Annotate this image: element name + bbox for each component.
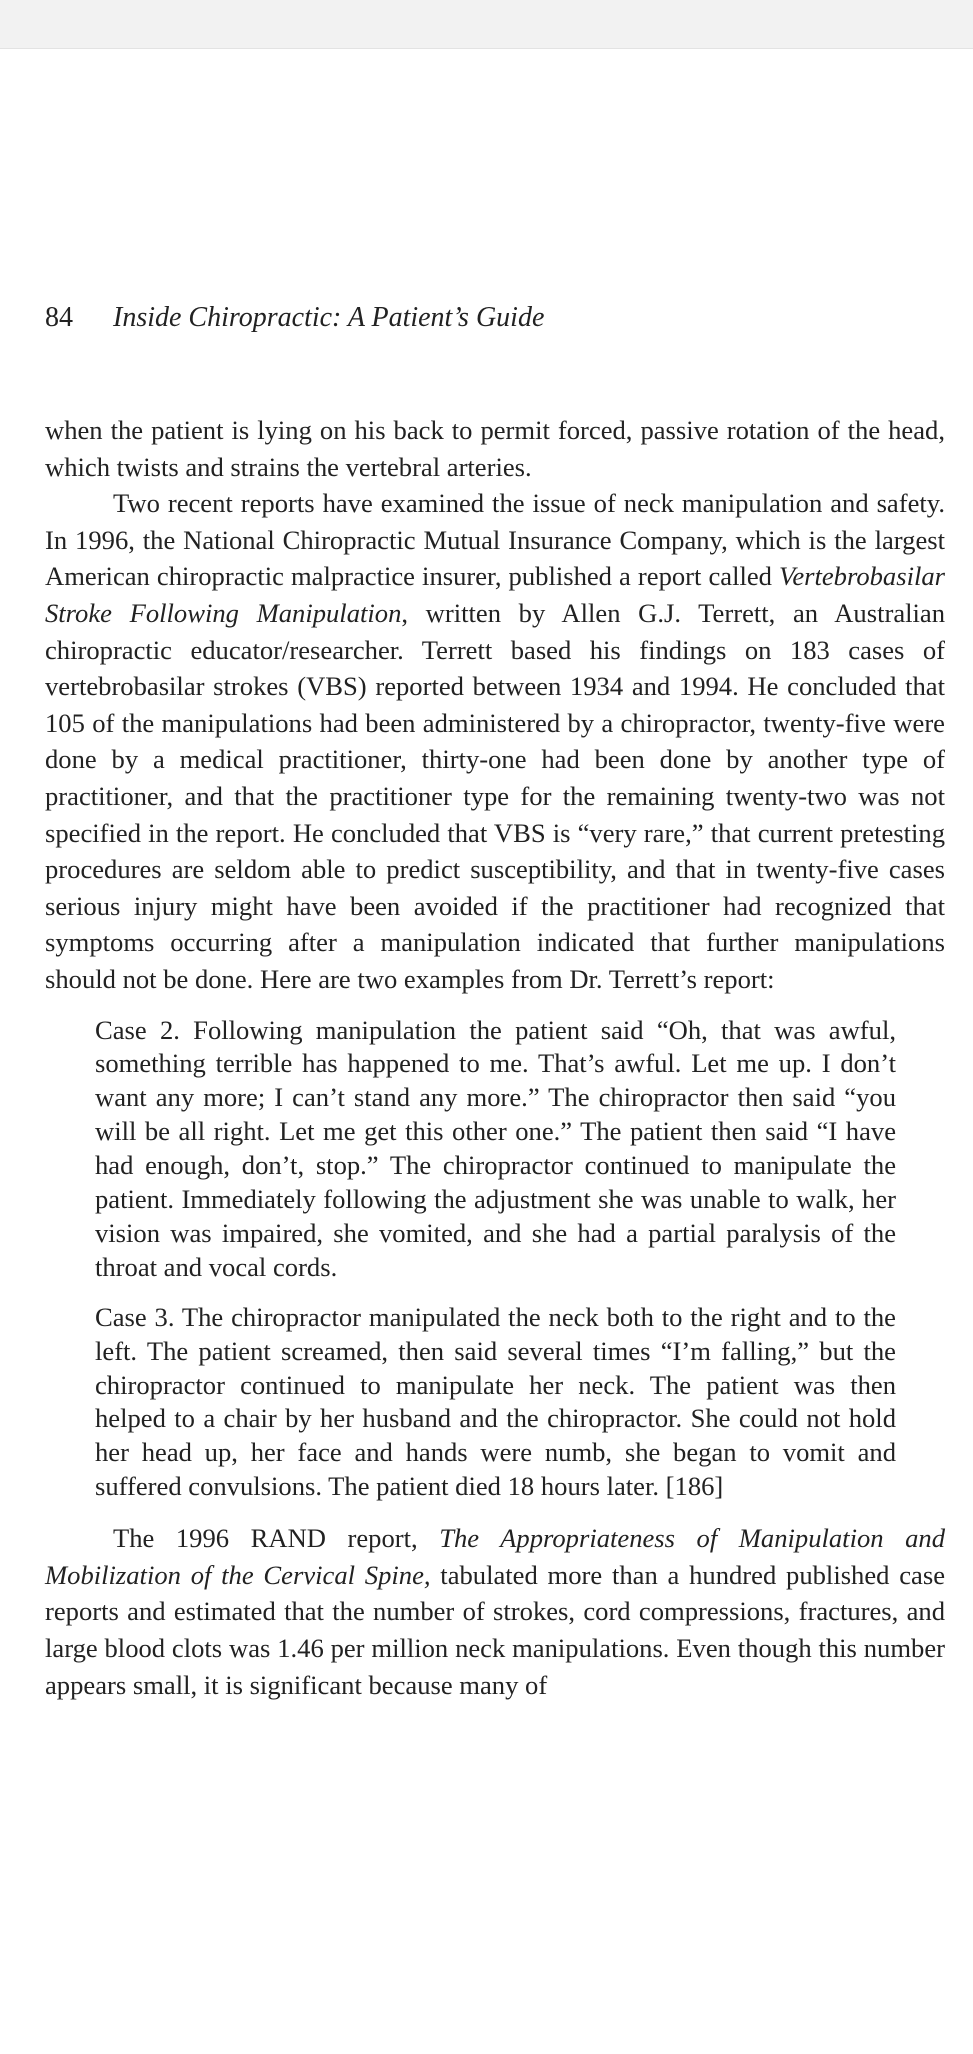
paragraph-1: when the patient is lying on his back to permit forced, passive rotation of the head, which twists and strains the vertebral arteries. (45, 415, 945, 482)
paragraph-2-text-b: , written by Allen G.J. Terrett, an Australian chiropractic educator/researcher. Terrett based his findings on 183 cases of vertebrobasilar strokes (VBS) reported between 1934 and 1994. He concluded that 105 of the manipulations had been administered by a chiropractor, twenty-five were done by a medical practitioner, thirty-one had been done by another type of practitioner, and that the practitioner type for the remaining twenty-two was not specified in the report. He concluded that VBS is “very rare,” that current pretesting procedures are seldom able to predict susceptibility, and that in twenty-five cases serious injury might have been avoided if the practitioner had recognized that symptoms occurring after a manipulation indicated that further manipulations should not be done. Here are two examples from Dr. Terrett’s report: (45, 597, 945, 994)
report-title: Vertebrobasilar Stroke Following Manipulation (45, 561, 945, 628)
paragraph-2 (45, 485, 945, 997)
quote-case-2: Case 2. Following manipulation the patient said “Oh, that was awful, something terrible has happened to me. That’s awful. Let me up. I don’t want any more; I can’t stand any more.” The chiropractor then said “you will be all right. Let me get this other one.” The patient then said “I have had enough, don’t, stop.” The chiropractor continued to manipulate the patient. Immediately following the adjustment she was unable to walk, her vision was impaired, she vomited, and she had a partial paralysis of the throat and vocal cords. (95, 1014, 896, 1282)
paragraph-3-text-a: The 1996 RAND report, (113, 1523, 440, 1554)
rand-report-title: The Appropriateness of Manipulation and Mobilization of the Cervical Spine, (45, 1523, 945, 1590)
paragraph-3 (45, 1520, 945, 1703)
book-title: Inside Chiropractic: A Patient’s Guide (113, 302, 545, 333)
top-bar (0, 0, 973, 49)
page-number: 84 (45, 302, 73, 333)
body-text (45, 412, 945, 1703)
quote-case-3: Case 3. The chiropractor manipulated the neck both to the right and to the left. The patient screamed, then said several times “I’m falling,” but the chiropractor continued to manipulate her neck. The patient was then helped to a chair by her husband and the chiropractor. She could not hold her head up, her face and hands were numb, she began to vomit and suffered convulsions. The patient died 18 hours later. [186] (95, 1301, 896, 1502)
running-head (45, 300, 544, 336)
paragraph-2-text-a: Two recent reports have examined the issue of neck manipulation and safety. In 1996, the National Chiropractic Mutual Insurance Company, which is the largest American chiropractic malpractice insurer, published a report called (45, 488, 945, 592)
paragraph-3-text-b: tabulated more than a hundred published case reports and estimated that the number of strokes, cord compressions, fractures, and large blood clots was 1.46 per million neck manipulations. Even though this number appears small, it is significant because many of (45, 1559, 945, 1700)
